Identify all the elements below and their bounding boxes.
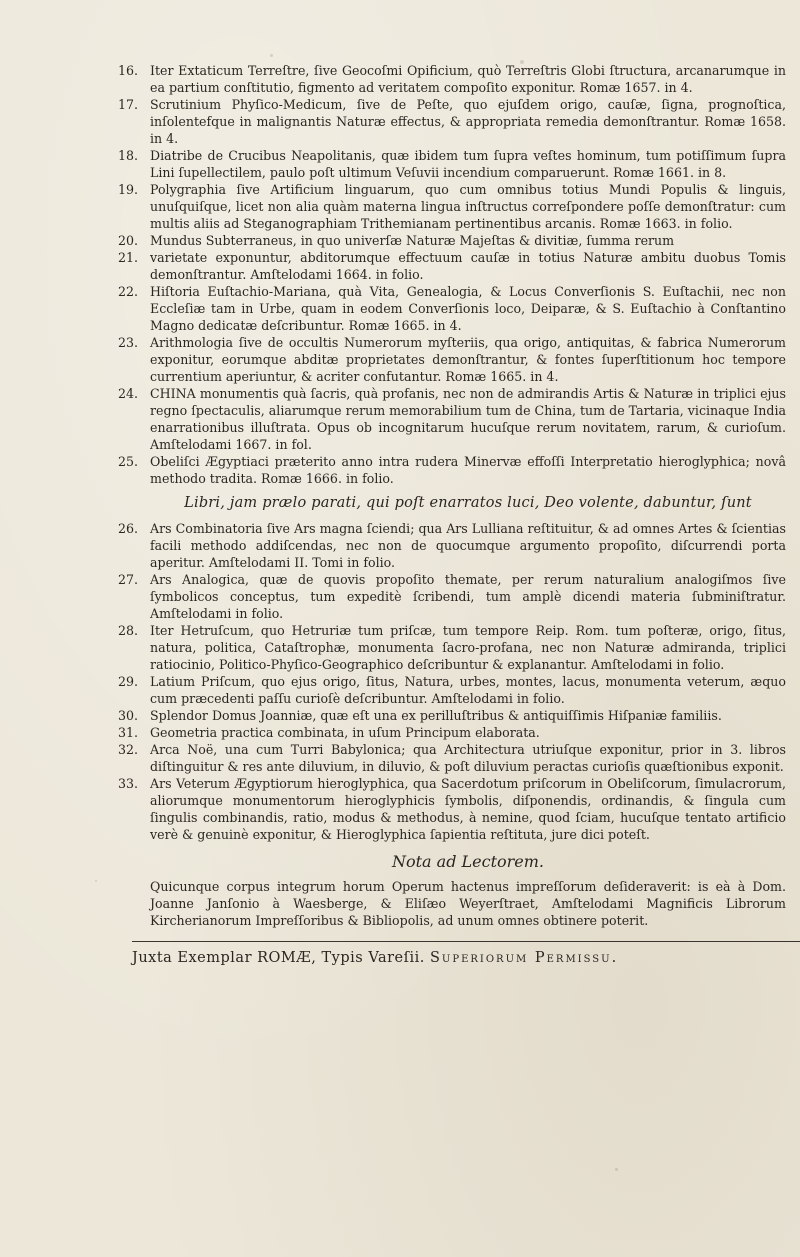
item-text: Ars Combinatoria ſive Ars magna ſciendi; qua Ars Lulliana reſtituitur, & ad omnes Artes & ſcientias facili methodo addiſcendas, nec non de quocumque argumento propoſito, diſcurrendi porta aperitur. Amſtelodami II. Tomi in folio.: [150, 521, 786, 570]
list-item: [118, 453, 786, 487]
item-number: 16.: [118, 63, 139, 78]
item-number: 20.: [118, 233, 139, 248]
book-list-published: [118, 62, 786, 487]
book-list-forthcoming: [118, 520, 786, 843]
list-item: [118, 520, 786, 571]
item-number: 18.: [118, 148, 139, 163]
list-item: [118, 283, 786, 334]
item-number: 24.: [118, 386, 139, 401]
item-text: Ars Veterum Ægyptiorum hieroglyphica, qua Sacerdotum priſcorum in Obeliſcorum, ſimulacrorum, aliorumque monumentorum hieroglyphicis ſymbolis, diſponendis, ordinandis, & ſingula cum ſingulis combinandis, ratio, modus & methodus, à nemine, quod ſciam, hucuſque tentato artificio verè & genuinè exponitur, & Hieroglyphica ſapientia reſtituta, jure dici poteſt.: [150, 776, 786, 842]
paper-speck: [615, 1168, 618, 1171]
item-text: Splendor Domus Joanniæ, quæ eſt una ex perilluſtribus & antiquiſſimis Hiſpaniæ familiis.: [150, 708, 722, 723]
item-number: 31.: [118, 725, 139, 740]
nota-title: Nota ad Lectorem.: [391, 852, 545, 871]
list-item: [118, 622, 786, 673]
item-text: Hiſtoria Euſtachio-Mariana, quà Vita, Genealogia, & Locus Converſionis S. Euſtachii, nec non Eccleſiæ tam in Urbe, quam in eodem Converſionis loco, Deiparæ, & S. Euſtachio à Conſtantino Magno dedicatæ deſcribuntur. Romæ 1665. in 4.: [150, 284, 786, 333]
list-item: [118, 707, 786, 724]
list-item: [118, 232, 786, 249]
item-text: Obeliſci Ægyptiaci præterito anno intra rudera Minervæ effoſſi Interpretatio hieroglyphica; novâ methodo tradita. Romæ 1666. in folio.: [150, 454, 786, 486]
item-number: 33.: [118, 776, 139, 791]
item-text: Geometria practica combinata, in uſum Principum elaborata.: [150, 725, 540, 740]
list-item: [118, 96, 786, 147]
item-text: Mundus Subterraneus, in quo univerſæ Naturæ Majeſtas & divitiæ, ſumma rerum: [150, 233, 675, 248]
list-item: [118, 775, 786, 843]
paper-speck: [95, 880, 97, 882]
text-block: [118, 62, 786, 967]
list-item: [118, 741, 786, 775]
list-item: [118, 571, 786, 622]
item-text: Arithmologia ſive de occultis Numerorum myſteriis, qua origo, antiquitas, & fabrica Numerorum exponitur, eorumque abditæ proprietates demonſtrantur, & fontes ſuperſtitionum hoc tempore currentium aperiuntur, & acriter confutantur. Romæ 1665. in 4.: [150, 335, 786, 384]
item-number: 30.: [118, 708, 139, 723]
item-text: Iter Extaticum Terreſtre, ſive Geocoſmi Opificium, quò Terreſtris Globi ſtructura, arcanarumque in ea partium conſtitutio, figmento ad veritatem compoſito exponitur. Romæ 1657. in 4.: [150, 63, 786, 95]
list-item: [118, 147, 786, 181]
item-text: Arca Noë, una cum Turri Babylonica; qua Architectura utriuſque exponitur, prior in 3. libros diſtinguitur & res ante diluvium, in diluvio, & poſt diluvium peractas curioſis quæſtionibus exponit.: [150, 742, 786, 774]
item-number: 26.: [118, 521, 139, 536]
imprint-text: Juxta Exemplar ROMÆ, Typis Vareſii.: [132, 950, 425, 966]
item-text: Scrutinium Phyſico-Medicum, ſive de Peſte, quo ejuſdem origo, cauſæ, ſigna, prognoſtica, inſolentefque in malignantis Naturæ effectus, & appropriata remedia demonſtrantur. Romæ 1658. in 4.: [150, 97, 786, 146]
list-item: [118, 62, 786, 96]
paper-speck: [270, 54, 273, 57]
item-number: 28.: [118, 623, 139, 638]
item-text: Polygraphia ſive Artificium linguarum, quo cum omnibus totius Mundi Populis & linguis, unuſquiſque, licet non alia quàm materna lingua inſtructus correſpondere poſſe demonſtratur: cum multis aliis ad Steganographiam Trithemianam pertinentibus arcanis. Romæ 1663. in folio.: [150, 182, 786, 231]
item-text: Ars Analogica, quæ de quovis propoſito themate, per rerum naturalium analogiſmos ſive ſymbolicos conceptus, tum expeditè ſcribendi, tum amplè dicendi materia ſubminiſtratur. Amſtelodami in folio.: [150, 572, 786, 621]
list-item: [118, 724, 786, 741]
item-number: 22.: [118, 284, 139, 299]
list-item: [118, 385, 786, 453]
permission-text: Superiorum Permissu.: [429, 950, 619, 966]
item-number: 21.: [118, 250, 139, 265]
section-heading: Libri, jam prælo parati, qui poſt enarratos luci, Deo volente, dabuntur, ſunt: [184, 495, 752, 511]
item-number: 32.: [118, 742, 139, 757]
item-number: 19.: [118, 182, 139, 197]
list-item: [118, 334, 786, 385]
item-text: varietate exponuntur, abditorumque effectuum cauſæ in totius Naturæ ambitu duobus Tomis demonſtrantur. Amſtelodami 1664. in folio.: [150, 250, 786, 282]
item-number: 29.: [118, 674, 139, 689]
list-item: [118, 673, 786, 707]
nota-text: Quicunque corpus integrum horum Operum hactenus impreſſorum deſideraverit: is eà à Dom. Joanne Janſonio à Waesberge, & Eliſæo Weyerſtraet, Amſtelodami Magnificis Librorum Kircherianorum Impreſſoribus & Bibliopolis, ad unum omnes obtinere poterit.: [150, 879, 786, 928]
list-item: [118, 249, 786, 283]
item-text: Latium Priſcum, quo ejus origo, ſitus, Natura, urbes, montes, lacus, monumenta veterum, æquo cum præcedenti paſſu curioſè deſcribuntur. Amſtelodami in folio.: [150, 674, 786, 706]
imprint-footer: [132, 950, 800, 967]
item-text: CHINA monumentis quà ſacris, quà profanis, nec non de admirandis Artis & Naturæ in triplici ejus regno ſpectaculis, aliarumque rerum memorabilium tum de China, tum de Tartaria, vicinaque India enarrationibus illuſtrata. Opus ob incognitarum hucuſque rerum novitatem, rarum, & curioſum. Amſtelodami 1667. in fol.: [150, 386, 786, 452]
item-text: Diatribe de Crucibus Neapolitanis, quæ ibidem tum ſupra veſtes hominum, tum potiſſimum ſupra Lini ſupellectilem, paulo poſt ultimum Veſuvii incendium comparuerunt. Romæ 1661. in 8.: [150, 148, 786, 180]
item-number: 17.: [118, 97, 139, 112]
item-number: 25.: [118, 454, 139, 469]
list-item: [118, 181, 786, 232]
item-number: 23.: [118, 335, 139, 350]
item-text: Iter Hetruſcum, quo Hetruriæ tum priſcæ, tum tempore Reip. Rom. tum poſteræ, origo, ſitus, natura, politica, Cataſtrophæ, monumenta ſacro-profana, nec non Naturæ admiranda, triplici ratiocinio, Politico-Phyſico-Geographico deſcribuntur & explanantur. Amſtelodami in folio.: [150, 623, 786, 672]
item-number: 27.: [118, 572, 139, 587]
divider-rule: [132, 941, 800, 942]
